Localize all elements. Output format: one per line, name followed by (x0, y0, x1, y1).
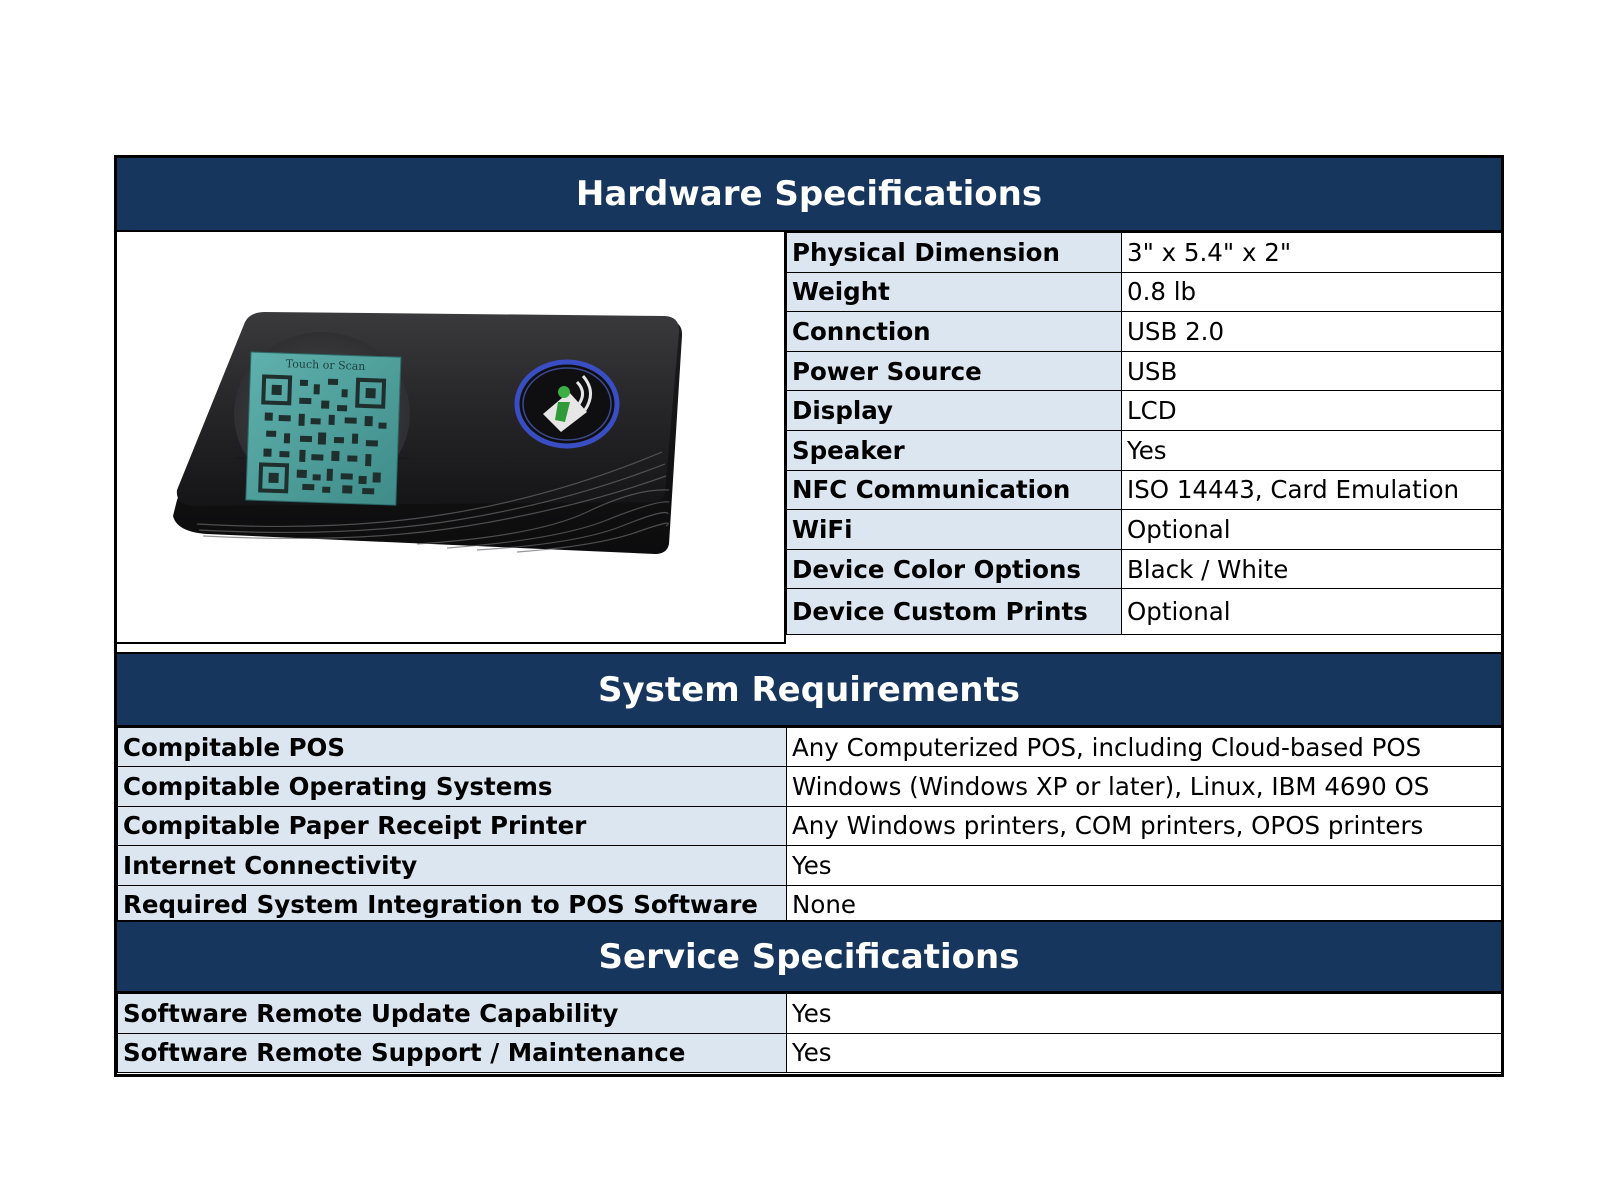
system-row (118, 728, 1502, 767)
spec-label: Software Remote Update Capability (118, 994, 787, 1034)
spec-label: Weight (787, 272, 1122, 312)
spec-value: 0.8 lb (1122, 272, 1502, 312)
section-divider (117, 644, 1501, 652)
spec-label: WiFi (787, 510, 1122, 550)
spec-label: NFC Communication (787, 470, 1122, 510)
spec-value: Optional (1122, 589, 1502, 635)
hardware-row (787, 470, 1502, 510)
spec-value: 3" x 5.4" x 2" (1122, 233, 1502, 273)
hardware-row (787, 430, 1502, 470)
spec-value: USB (1122, 351, 1502, 391)
spec-label: Device Color Options (787, 549, 1122, 589)
hardware-row (787, 312, 1502, 352)
hardware-row (787, 272, 1502, 312)
spec-label: Physical Dimension (787, 233, 1122, 273)
spec-value: Yes (787, 1033, 1502, 1073)
system-requirements-header (117, 652, 1501, 727)
hardware-specifications-header (117, 158, 1501, 232)
spec-value: USB 2.0 (1122, 312, 1502, 352)
spec-value: Any Computerized POS, including Cloud-based POS (787, 728, 1502, 767)
spec-value: LCD (1122, 391, 1502, 431)
device-label-text: Touch or Scan (285, 357, 366, 373)
service-specifications-title: Service Specifications (598, 937, 1020, 977)
spec-value: Yes (787, 994, 1502, 1034)
nfc-tap-icon (517, 362, 617, 446)
service-spec-table (117, 993, 1502, 1073)
device-image-cell (117, 232, 786, 644)
hardware-row (787, 391, 1502, 431)
service-row (118, 1033, 1502, 1073)
hardware-row (787, 351, 1502, 391)
spec-label: Device Custom Prints (787, 589, 1122, 635)
hardware-spec-table (786, 232, 1502, 635)
spec-value: Windows (Windows XP or later), Linux, IBM 4690 OS (787, 767, 1502, 806)
hardware-row (787, 233, 1502, 273)
nfc-qr-reader-device-image (117, 232, 782, 640)
spec-label: Internet Connectivity (118, 846, 787, 885)
qr-code-panel (246, 352, 401, 505)
spec-label: Software Remote Support / Maintenance (118, 1033, 787, 1073)
spec-value: None (787, 885, 1502, 924)
spec-value: ISO 14443, Card Emulation (1122, 470, 1502, 510)
spec-label: Compitable POS (118, 728, 787, 767)
system-requirements-table (117, 727, 1502, 925)
spec-value: Yes (1122, 430, 1502, 470)
service-row (118, 994, 1502, 1034)
spec-label: Power Source (787, 351, 1122, 391)
spec-label: Compitable Operating Systems (118, 767, 787, 806)
spec-value: Yes (787, 846, 1502, 885)
spec-sheet (114, 155, 1504, 1077)
spec-value: Optional (1122, 510, 1502, 550)
service-specifications-header (117, 920, 1501, 993)
spec-label: Required System Integration to POS Software (118, 885, 787, 924)
system-row (118, 846, 1502, 885)
system-requirements-title: System Requirements (598, 670, 1020, 710)
spec-label: Speaker (787, 430, 1122, 470)
hardware-row (787, 549, 1502, 589)
hardware-row (787, 510, 1502, 550)
spec-label: Display (787, 391, 1122, 431)
system-row (118, 806, 1502, 845)
spec-label: Compitable Paper Receipt Printer (118, 806, 787, 845)
spec-value: Any Windows printers, COM printers, OPOS printers (787, 806, 1502, 845)
system-row (118, 885, 1502, 924)
hardware-row (787, 589, 1502, 635)
spec-value: Black / White (1122, 549, 1502, 589)
spec-label: Connction (787, 312, 1122, 352)
system-row (118, 767, 1502, 806)
hardware-specifications-title: Hardware Specifications (575, 174, 1043, 214)
